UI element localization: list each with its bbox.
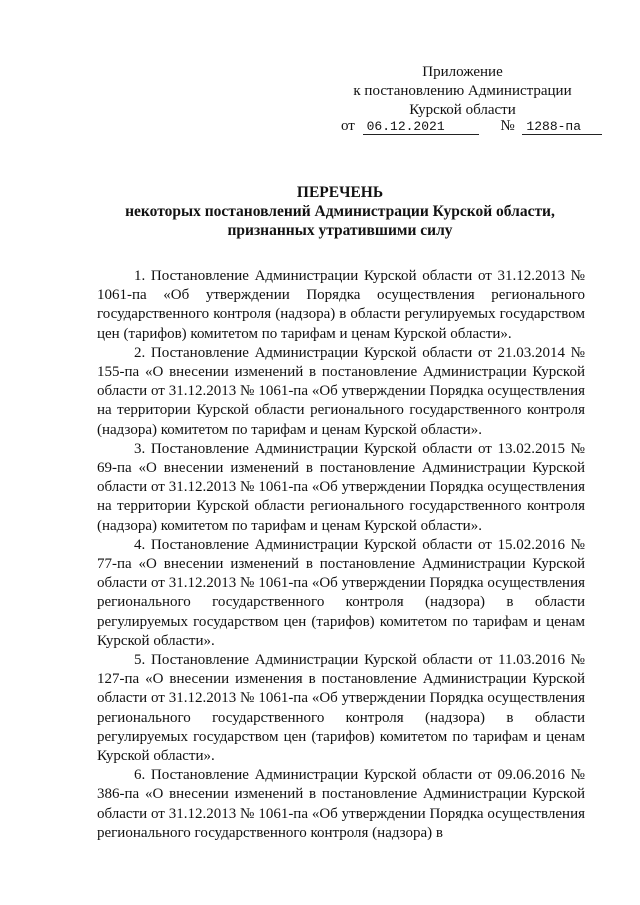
heading-subtitle-line-1: некоторых постановлений Администрации Курской области,	[125, 203, 555, 220]
resolution-date: 06.12.2021	[363, 119, 479, 135]
list-item: 2. Постановление Администрации Курской области от 21.03.2014 № 155-па «О внесении изменений в постановление Администрации Курской области от 31.12.2013 № 1061-па «Об утверждении Порядка осуществления на территории Курской области регионального государственного контроля (надзора) комитетом по тарифам и ценам Курской области».	[97, 344, 585, 438]
resolutions-list	[97, 267, 585, 843]
list-item: 6. Постановление Администрации Курской области от 09.06.2016 № 386-па «О внесении изменений в постановление Администрации Курской области от 31.12.2013 № 1061-па «Об утверждении Порядка осуществления регионального государственного контроля (надзора) в	[97, 767, 585, 841]
from-label: от	[341, 118, 355, 134]
list-item: 4. Постановление Администрации Курской области от 15.02.2016 № 77-па «О внесении изменений в постановление Администрации Курской области от 31.12.2013 № 1061-па «Об утверждении Порядка осуществления регионального государственного контроля (надзора) в области регулируемых государством цен (тарифов) комитетом по тарифам и ценам Курской области».	[97, 536, 585, 649]
appendix-block	[330, 63, 595, 120]
appendix-resolution-line: к постановлению Администрации	[353, 83, 572, 99]
heading-title: ПЕРЕЧЕНЬ	[296, 184, 384, 201]
appendix-region-line: Курской области	[409, 102, 516, 118]
document-heading	[100, 183, 580, 240]
resolution-reference	[341, 118, 602, 135]
resolution-number: 1288-па	[522, 119, 602, 135]
list-item: 5. Постановление Администрации Курской области от 11.03.2016 № 127-па «О внесении изменения в постановление Администрации Курской области от 31.12.2013 № 1061-па «Об утверждении Порядка осуществления регионального государственного контроля (надзора) в области регулируемых государством цен (тарифов) комитетом по тарифам и ценам Курской области».	[97, 652, 585, 765]
list-item: 3. Постановление Администрации Курской области от 13.02.2015 № 69-па «О внесении изменений в постановление Администрации Курской области от 31.12.2013 № 1061-па «Об утверждении Порядка осуществления на территории Курской области регионального государственного контроля (надзора) комитетом по тарифам и ценам Курской области».	[97, 440, 585, 534]
appendix-title: Приложение	[422, 64, 503, 80]
heading-subtitle-line-2: признанных утратившими силу	[227, 222, 453, 239]
number-label: №	[500, 118, 515, 134]
list-item: 1. Постановление Администрации Курской области от 31.12.2013 № 1061-па «Об утверждении Порядка осуществления регионального государственного контроля (надзора) в области регулируемых государством цен (тарифов) комитетом по тарифам и ценам Курской области».	[97, 268, 585, 342]
